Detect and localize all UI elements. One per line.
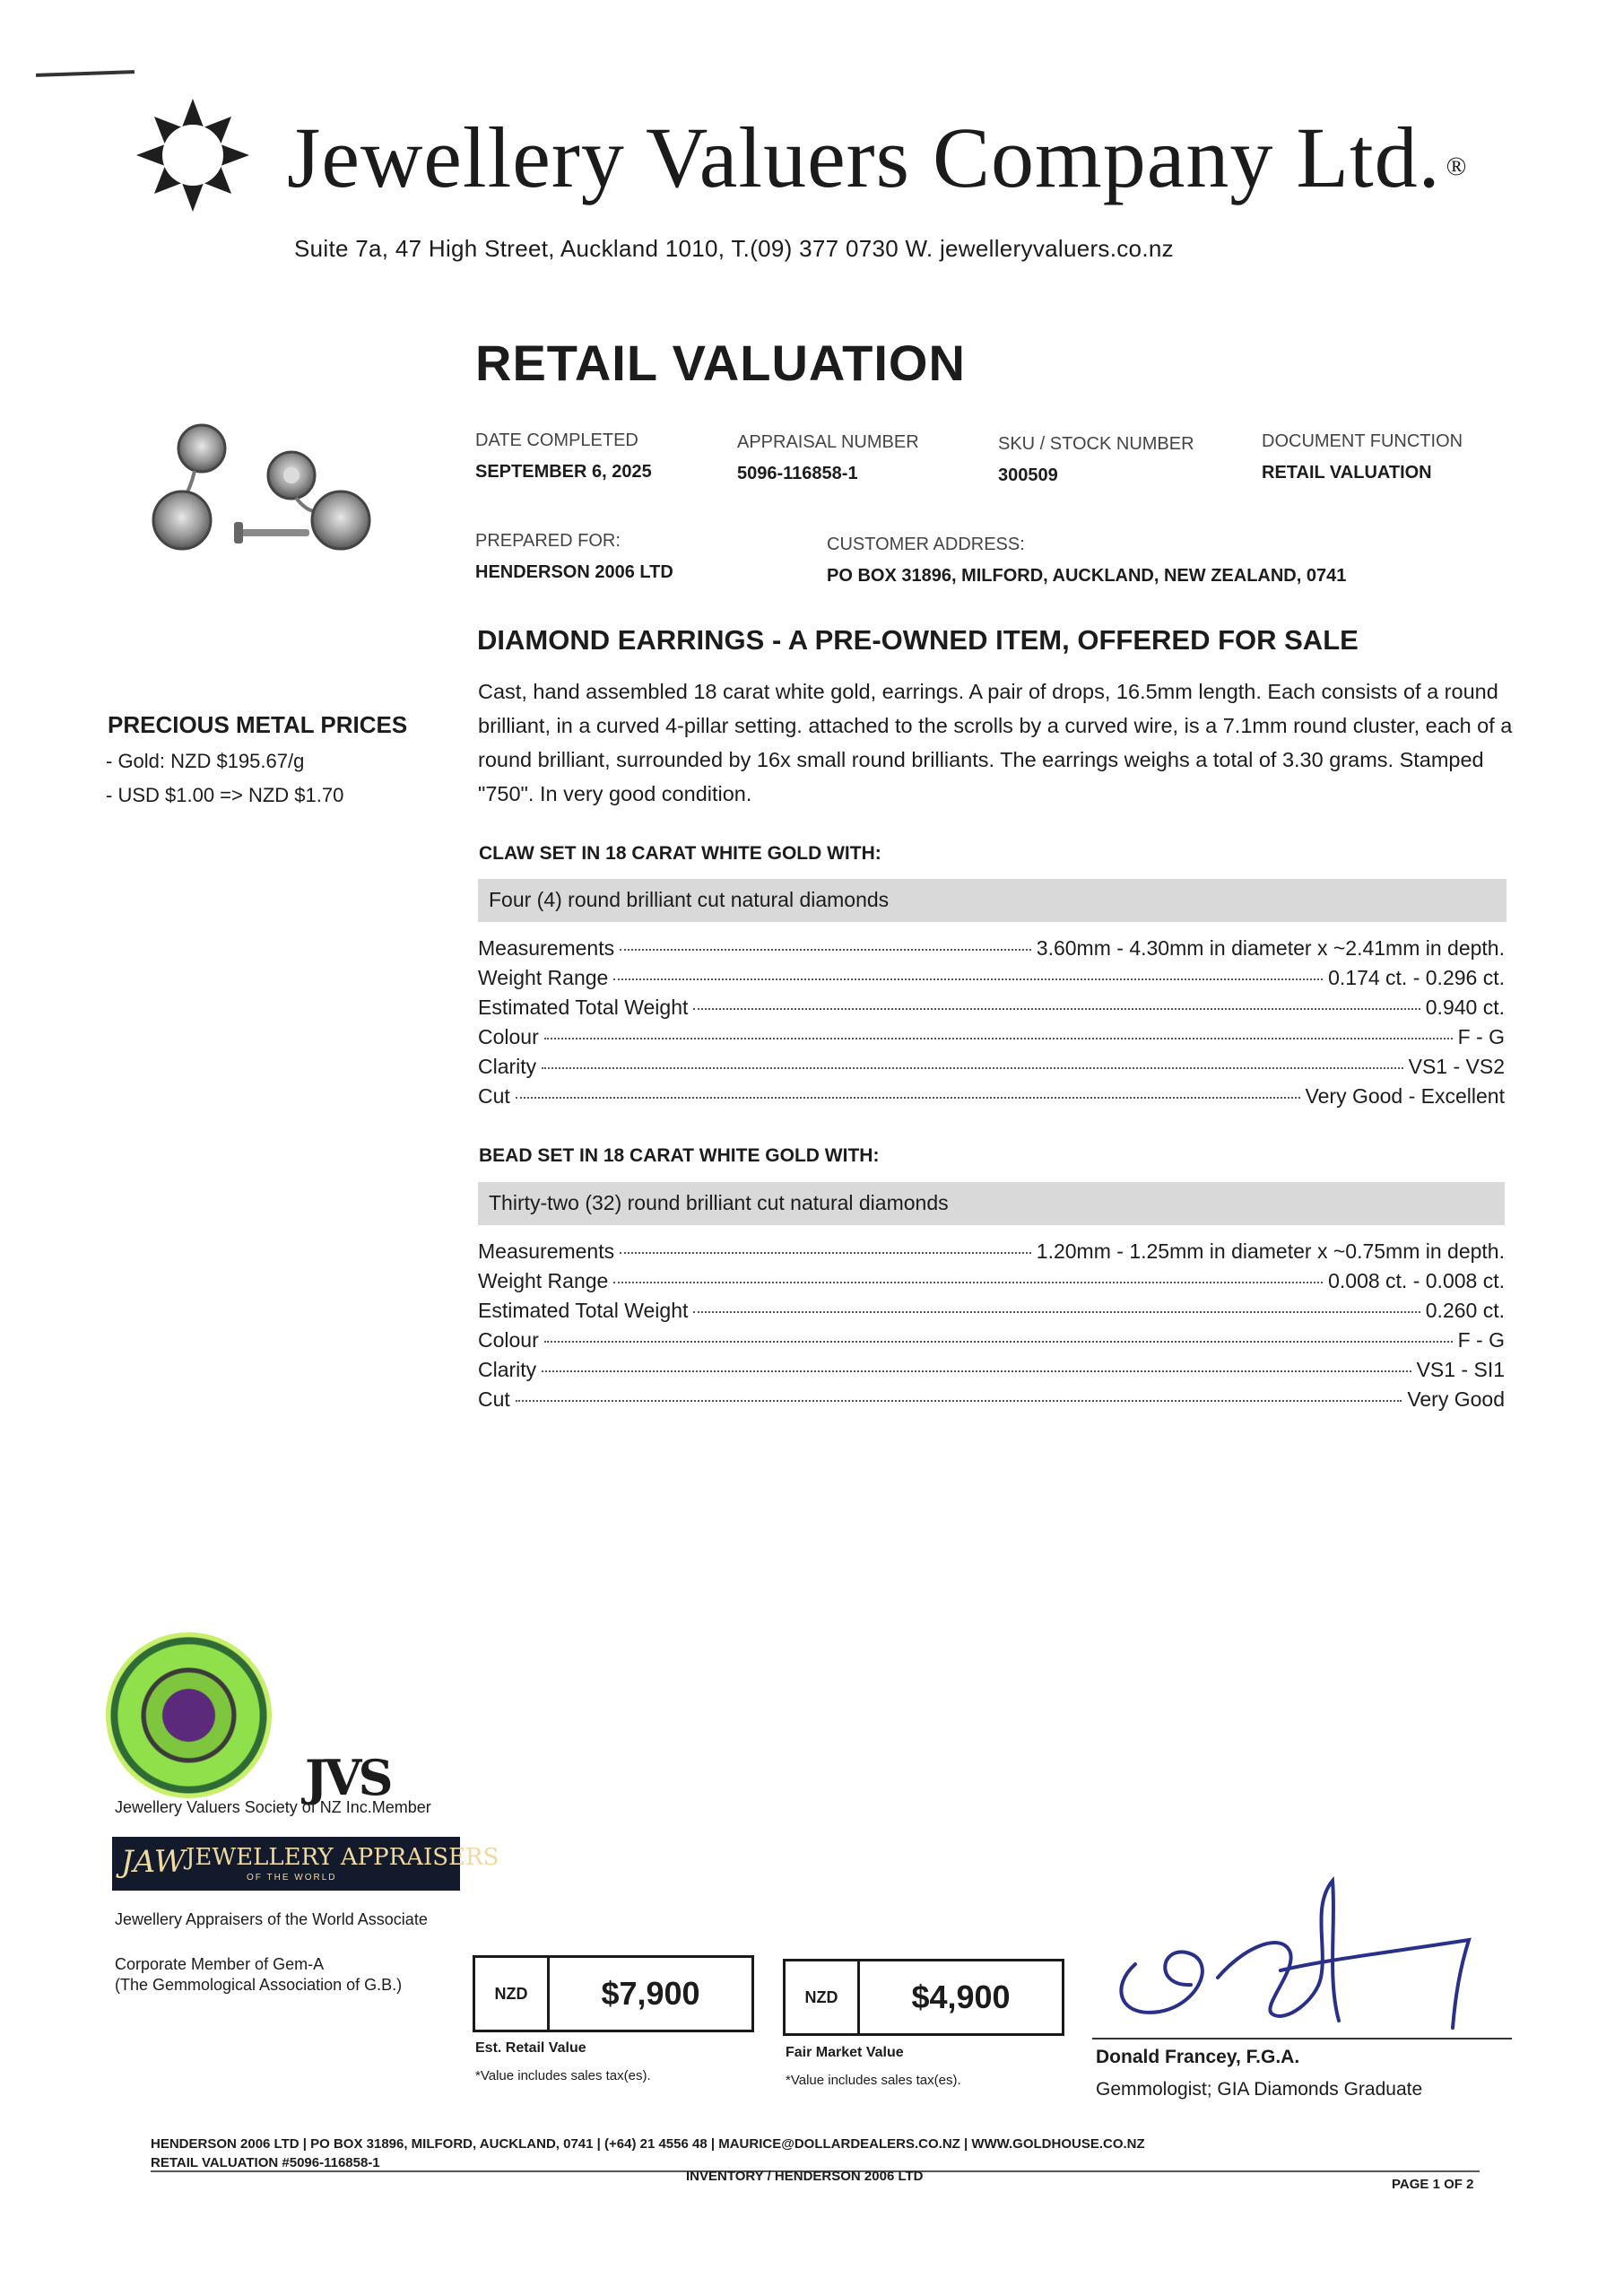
spec-label: Clarity bbox=[478, 1055, 537, 1078]
meta-appraisal-number bbox=[737, 432, 919, 484]
meta-sku bbox=[998, 434, 1194, 486]
spec-row bbox=[478, 1328, 1505, 1358]
item-description: Cast, hand assembled 18 carat white gold, earrings. A pair of drops, 16.5mm length. Each consists of a round brilliant, in a curved 4-pillar setting. attached to the scrolls by a curved wire, is a 7.1mm round cluster, each of a round brilliant, surrounded by 16x small round brilliants. The earrings weighs a total of 3.30 grams. Stamped "750". In very good condition. bbox=[478, 680, 1513, 805]
prepared-for-label: PREPARED FOR: bbox=[475, 531, 621, 551]
spec-value: 0.174 ct. - 0.296 ct. bbox=[1328, 966, 1505, 989]
registered-mark: ® bbox=[1446, 151, 1468, 181]
leader-dots bbox=[542, 1370, 1411, 1372]
prepared-for-value: HENDERSON 2006 LTD bbox=[475, 562, 673, 582]
claw-set-heading: CLAW SET IN 18 CARAT WHITE GOLD WITH: bbox=[479, 843, 881, 864]
leader-dots bbox=[516, 1400, 1402, 1402]
spec-value: 1.20mm - 1.25mm in diameter x ~0.75mm in depth. bbox=[1036, 1239, 1505, 1263]
fair-market-note: *Value includes sales tax(es). bbox=[786, 2073, 961, 2088]
gema-line-2: (The Gemmological Association of G.B.) bbox=[115, 1976, 403, 1994]
document-title: RETAIL VALUATION bbox=[475, 335, 966, 391]
spec-row bbox=[478, 1387, 1505, 1417]
spec-row bbox=[478, 936, 1505, 966]
company-name-text: Jewellery Valuers Company Ltd. bbox=[287, 109, 1441, 205]
fair-market-currency: NZD bbox=[786, 1961, 860, 2033]
leader-dots bbox=[544, 1038, 1453, 1039]
meta-document-function bbox=[1262, 431, 1463, 483]
jaw-logo-title: JEWELLERY APPRAISERS bbox=[186, 1844, 499, 1871]
retail-amount: $7,900 bbox=[601, 1975, 700, 2012]
spec-value: 0.008 ct. - 0.008 ct. bbox=[1328, 1269, 1505, 1292]
signature-line bbox=[1092, 2038, 1512, 2039]
spec-row bbox=[478, 1239, 1505, 1269]
spec-value: 3.60mm - 4.30mm in diameter x ~2.41mm in depth. bbox=[1036, 936, 1505, 960]
spec-value: Very Good - Excellent bbox=[1305, 1084, 1505, 1108]
footer-contact-line: HENDERSON 2006 LTD | PO BOX 31896, MILFORD, AUCKLAND, 0741 | (+64) 21 4556 48 | MAURICE@DOLLARDEALERS.CO.NZ | WWW.GOLDHOUSE.CO.NZ bbox=[151, 2136, 1145, 2152]
spec-value: 0.260 ct. bbox=[1425, 1299, 1505, 1322]
spec-row bbox=[478, 1299, 1505, 1328]
bead-set-specs bbox=[478, 1239, 1505, 1417]
leader-dots bbox=[620, 1252, 1031, 1254]
meta-value: SEPTEMBER 6, 2025 bbox=[475, 462, 652, 482]
spec-label: Clarity bbox=[478, 1358, 537, 1381]
bead-set-stones: Thirty-two (32) round brilliant cut natural diamonds bbox=[478, 1182, 1505, 1225]
spec-label: Colour bbox=[478, 1025, 539, 1048]
meta-label: SKU / STOCK NUMBER bbox=[998, 434, 1194, 454]
spec-label: Cut bbox=[478, 1084, 510, 1108]
leader-dots bbox=[693, 1008, 1420, 1010]
footer-inventory: INVENTORY / HENDERSON 2006 LTD bbox=[686, 2169, 924, 2184]
retail-value-box bbox=[473, 1955, 754, 2032]
spec-row bbox=[478, 1269, 1505, 1299]
meta-value: 300509 bbox=[998, 465, 1058, 485]
company-logo-icon bbox=[135, 97, 251, 213]
jvs-member-text: Jewellery Valuers Society of NZ Inc.Member bbox=[115, 1798, 431, 1816]
spec-row bbox=[478, 996, 1505, 1025]
gema-line-1: Corporate Member of Gem-A bbox=[115, 1955, 325, 1973]
metal-price-gold: - Gold: NZD $195.67/g bbox=[106, 750, 305, 772]
jaw-logo-subtitle: OF THE WORLD bbox=[247, 1873, 337, 1883]
customer-address bbox=[827, 535, 1346, 587]
jvs-seal-icon bbox=[106, 1632, 272, 1798]
spec-row bbox=[478, 1055, 1505, 1084]
spec-row bbox=[478, 1025, 1505, 1055]
jvs-logo: JVS bbox=[305, 1749, 390, 1806]
spec-label: Measurements bbox=[478, 936, 615, 960]
spec-label: Estimated Total Weight bbox=[478, 1299, 689, 1322]
customer-address-value: PO BOX 31896, MILFORD, AUCKLAND, NEW ZEALAND, 0741 bbox=[827, 566, 1347, 586]
spec-value: F - G bbox=[1457, 1328, 1505, 1352]
spec-value: F - G bbox=[1457, 1025, 1505, 1048]
pen-mark bbox=[36, 70, 135, 77]
fair-market-amount: $4,900 bbox=[911, 1979, 1011, 2015]
customer-address-label: CUSTOMER ADDRESS: bbox=[827, 535, 1025, 554]
retail-note: *Value includes sales tax(es). bbox=[475, 2068, 651, 2083]
spec-row bbox=[478, 1084, 1505, 1114]
jaw-member-text: Jewellery Appraisers of the World Associate bbox=[115, 1910, 428, 1928]
leader-dots bbox=[620, 949, 1031, 951]
fair-market-value-box bbox=[783, 1959, 1064, 2036]
jaw-mark: JAW bbox=[121, 1844, 186, 1880]
spec-label: Measurements bbox=[478, 1239, 615, 1263]
metal-price-usd: - USD $1.00 => NZD $1.70 bbox=[106, 784, 344, 806]
spec-label: Colour bbox=[478, 1328, 539, 1352]
spec-value: 0.940 ct. bbox=[1425, 996, 1505, 1019]
bead-set-heading: BEAD SET IN 18 CARAT WHITE GOLD WITH: bbox=[479, 1145, 880, 1166]
meta-label: APPRAISAL NUMBER bbox=[737, 432, 919, 452]
spec-label: Estimated Total Weight bbox=[478, 996, 689, 1019]
spec-value: VS1 - SI1 bbox=[1416, 1358, 1505, 1381]
spec-label: Weight Range bbox=[478, 966, 609, 989]
leader-dots bbox=[542, 1067, 1402, 1069]
prepared-for bbox=[475, 531, 673, 583]
spec-row bbox=[478, 966, 1505, 996]
signatory-title: Gemmologist; GIA Diamonds Graduate bbox=[1096, 2079, 1423, 2100]
footer-reference: RETAIL VALUATION #5096-116858-1 bbox=[151, 2155, 380, 2170]
item-heading: DIAMOND EARRINGS - A PRE-OWNED ITEM, OFFERED FOR SALE bbox=[477, 624, 1359, 656]
fair-market-caption: Fair Market Value bbox=[786, 2045, 904, 2060]
meta-label: DATE COMPLETED bbox=[475, 430, 638, 450]
company-name bbox=[287, 108, 1467, 207]
earrings-photo bbox=[148, 422, 390, 570]
spec-value: VS1 - VS2 bbox=[1408, 1055, 1505, 1078]
spec-row bbox=[478, 1358, 1505, 1387]
handwritten-signature bbox=[1092, 1870, 1514, 2031]
claw-set-specs bbox=[478, 936, 1505, 1114]
meta-label: DOCUMENT FUNCTION bbox=[1262, 431, 1463, 451]
retail-currency: NZD bbox=[475, 1958, 550, 2030]
leader-dots bbox=[613, 1282, 1323, 1283]
meta-value: 5096-116858-1 bbox=[737, 464, 858, 483]
leader-dots bbox=[516, 1097, 1300, 1099]
claw-set-stones: Four (4) round brilliant cut natural diamonds bbox=[478, 879, 1506, 922]
retail-caption: Est. Retail Value bbox=[475, 2040, 586, 2056]
footer-page-number: PAGE 1 OF 2 bbox=[1392, 2177, 1474, 2192]
leader-dots bbox=[544, 1341, 1453, 1343]
company-address: Suite 7a, 47 High Street, Auckland 1010, T.(09) 377 0730 W. jewelleryvaluers.co.nz bbox=[294, 235, 1174, 262]
leader-dots bbox=[693, 1311, 1420, 1313]
spec-value: Very Good bbox=[1407, 1387, 1505, 1411]
meta-date bbox=[475, 430, 652, 483]
meta-value: RETAIL VALUATION bbox=[1262, 463, 1432, 483]
metal-prices-title: PRECIOUS METAL PRICES bbox=[108, 711, 408, 738]
leader-dots bbox=[613, 978, 1323, 980]
jaw-logo bbox=[112, 1837, 499, 1891]
spec-label: Cut bbox=[478, 1387, 510, 1411]
spec-label: Weight Range bbox=[478, 1269, 609, 1292]
signatory-name: Donald Francey, F.G.A. bbox=[1096, 2047, 1300, 2067]
